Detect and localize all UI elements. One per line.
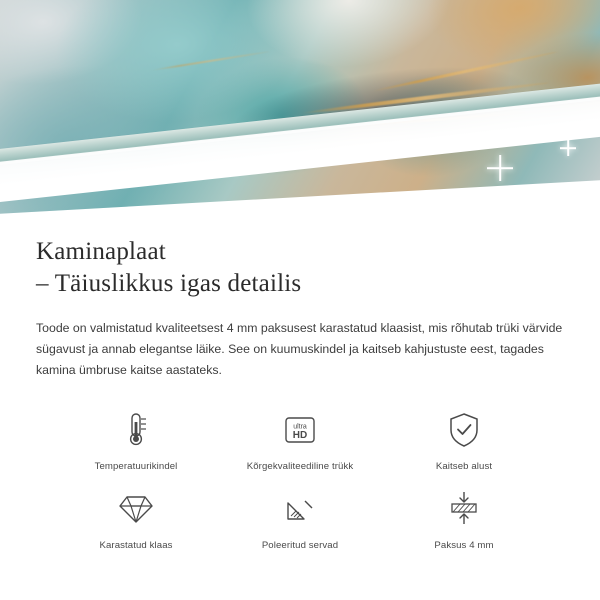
shield-check-icon (447, 407, 481, 453)
feature-label: Kõrgekvaliteediline trükk (246, 461, 354, 472)
diamond-icon (117, 486, 155, 532)
content-block (0, 214, 600, 551)
page-title (36, 236, 564, 300)
thermometer-icon (119, 407, 153, 453)
polished-edges-icon (283, 486, 317, 532)
sparkle-icon (487, 155, 513, 181)
sparkle-icon (560, 140, 576, 156)
ultra-hd-icon (283, 407, 317, 453)
feature-label: Paksus 4 mm (434, 540, 494, 551)
feature-label: Temperatuurikindel (94, 461, 178, 472)
feature-grid (36, 407, 564, 551)
product-description: Toode on valmistatud kvaliteetsest 4 mm paksusest karastatud klaasist, mis rõhutab trüki värvide sügavust ja annab elegantse läike. See on kuumuskindel ja kaitseb kahjustuste eest, tagades kamina ümbruse kaitse aastateks. (36, 321, 563, 377)
feature-item-polished-edges (218, 486, 382, 551)
svg-text:HD: HD (292, 430, 308, 441)
feature-item-thickness (382, 486, 546, 551)
feature-item-temperature (54, 407, 218, 472)
hero-image (0, 0, 600, 214)
feature-label: Poleeritud servad (261, 540, 339, 551)
feature-label: Kaitseb alust (435, 461, 493, 472)
feature-item-print-quality (218, 407, 382, 472)
page-title-line-1: Kaminaplaat (36, 238, 166, 265)
feature-item-protects-base (382, 407, 546, 472)
svg-text:ultra: ultra (293, 423, 307, 431)
page-title-line-2: – Täiuslikkus igas detailis (36, 270, 302, 297)
thickness-icon (447, 486, 481, 532)
feature-item-tempered-glass (54, 486, 218, 551)
feature-label: Karastatud klaas (99, 540, 173, 551)
